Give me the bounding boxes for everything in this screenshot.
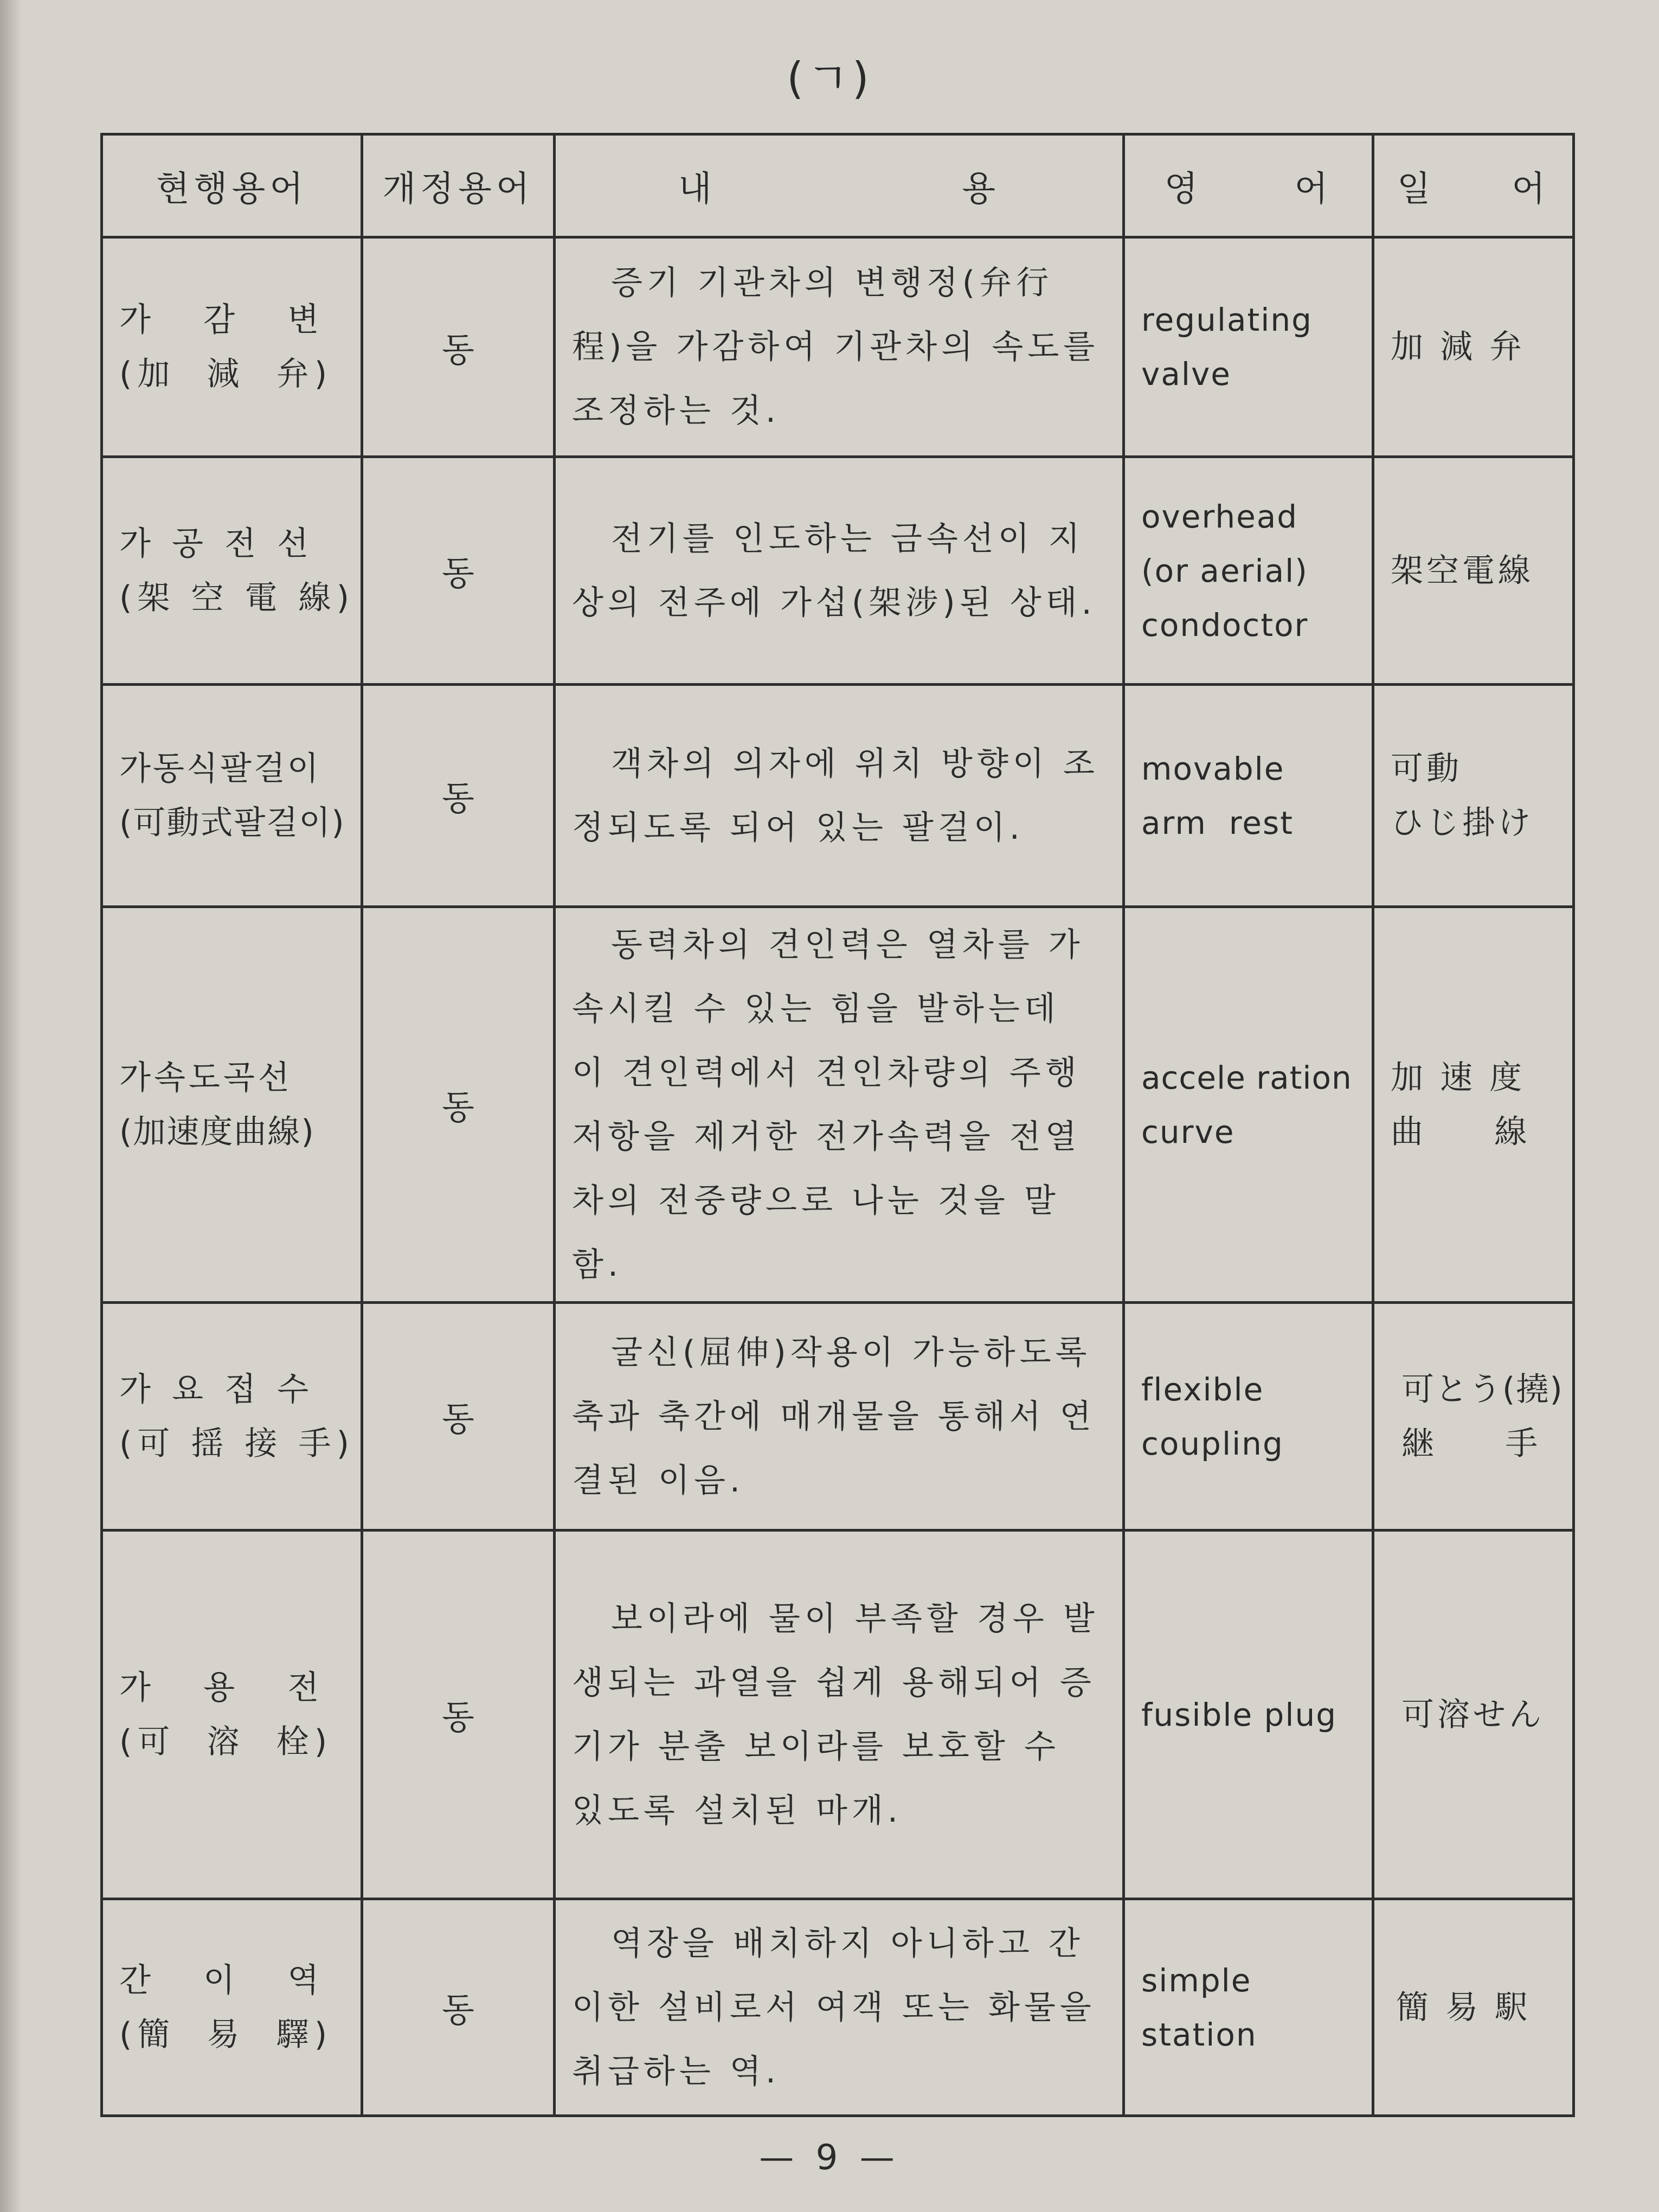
- english-term-cell: [1124, 1531, 1373, 1899]
- japanese-term-cell: [1373, 907, 1574, 1303]
- description-cell: [555, 1531, 1124, 1899]
- table-row: [102, 1899, 1574, 2116]
- current-term-cell: [102, 237, 362, 457]
- term-korean: 가속도곡선: [119, 1058, 293, 1097]
- revised-term-cell: 동: [362, 907, 555, 1303]
- english-line: regulating: [1141, 301, 1313, 338]
- current-term-cell: [102, 457, 362, 685]
- english-term-cell: [1124, 237, 1373, 457]
- english-line: overhead: [1141, 498, 1298, 535]
- japanese-line: 加 速 度: [1391, 1058, 1526, 1097]
- japanese-term-cell: [1373, 1531, 1574, 1899]
- table-row: [102, 907, 1574, 1303]
- japanese-term-cell: [1373, 237, 1574, 457]
- english-term-cell: [1124, 1303, 1373, 1531]
- table-row: [102, 1531, 1574, 1899]
- japanese-term-cell: [1373, 1899, 1574, 2116]
- english-line: accele ration: [1141, 1059, 1352, 1096]
- english-line: coupling: [1141, 1425, 1284, 1462]
- description-text: 역장을 배치하지 아니하고 간이한 설비로서 여객 또는 화물을 취급하는 역.: [572, 1924, 1096, 2091]
- japanese-line: 可溶せん: [1401, 1695, 1545, 1734]
- description-cell: [555, 457, 1124, 685]
- japanese-line: 簡 易 駅: [1396, 1988, 1531, 2027]
- term-hanja: (加 減 弁): [119, 355, 333, 393]
- term-korean: 간 이 역: [119, 1961, 325, 1999]
- english-term-cell: [1124, 1899, 1373, 2116]
- table-header-row: [102, 134, 1574, 237]
- description-text: 객차의 의자에 위치 방향이 조정되도록 되어 있는 팔걸이.: [572, 744, 1099, 847]
- term-korean: 가 감 변: [119, 301, 325, 339]
- term-korean: 가 공 전 선: [119, 524, 314, 563]
- current-term-cell: [102, 1531, 362, 1899]
- english-term-cell: [1124, 457, 1373, 685]
- header-revised-term: 개정용어: [362, 134, 555, 237]
- description-text: 증기 기관차의 변행정(弁行程)을 가감하여 기관차의 속도를 조정하는 것.: [572, 264, 1099, 430]
- header-japanese: 일 어: [1373, 134, 1574, 237]
- term-hanja: (可 揺 接 手): [119, 1424, 355, 1463]
- japanese-term-cell: [1373, 457, 1574, 685]
- description-text: 보이라에 물이 부족할 경우 발생되는 과열을 쉽게 용해되어 증기가 분출 보이라를 보호할 수 있도록 설치된 마개.: [572, 1599, 1099, 1830]
- description-cell: [555, 1303, 1124, 1531]
- page-edge-shadow: [0, 0, 22, 2212]
- english-term-cell: [1124, 685, 1373, 907]
- term-hanja: (加速度曲線): [119, 1113, 315, 1151]
- revised-term-cell: 동: [362, 1899, 555, 2116]
- description-text: 전기를 인도하는 금속선이 지상의 전주에 가섭(架涉)된 상태.: [572, 519, 1096, 622]
- english-line: curve: [1141, 1113, 1235, 1150]
- section-heading: (ㄱ): [787, 53, 872, 104]
- revised-term-cell: 동: [362, 1303, 555, 1531]
- japanese-line: ひじ掛け: [1391, 803, 1534, 842]
- english-line: simple: [1141, 1962, 1252, 1999]
- term-korean: 가 용 전: [119, 1668, 325, 1707]
- description-cell: [555, 685, 1124, 907]
- table-row: [102, 1303, 1574, 1531]
- description-cell: [555, 237, 1124, 457]
- japanese-line: 可とう(撓): [1401, 1370, 1564, 1409]
- english-line: flexible: [1141, 1371, 1264, 1408]
- english-term-cell: [1124, 907, 1373, 1303]
- description-text: 굴신(屈伸)작용이 가능하도록 축과 축간에 매개물을 통해서 연결된 이음.: [572, 1333, 1096, 1500]
- table-row: [102, 457, 1574, 685]
- description-text: 동력차의 견인력은 열차를 가속시킬 수 있는 힘을 발하는데 이 견인력에서 견인차량의 주행 저항을 제거한 전가속력을 전열차의 전중량으로 나눈 것을 말함.: [572, 925, 1084, 1284]
- table-row: [102, 237, 1574, 457]
- description-cell: [555, 907, 1124, 1303]
- english-line: arm rest: [1141, 804, 1294, 841]
- english-line: station: [1141, 2016, 1257, 2053]
- term-korean: 가동식팔걸이: [119, 749, 321, 788]
- term-korean: 가 요 접 수: [119, 1370, 314, 1409]
- description-cell: [555, 1899, 1124, 2116]
- header-current-term: 현행용어: [102, 134, 362, 237]
- term-hanja: (可 溶 栓): [119, 1722, 333, 1761]
- english-line: (or aerial): [1141, 552, 1308, 589]
- revised-term-cell: 동: [362, 1531, 555, 1899]
- revised-term-cell: 동: [362, 237, 555, 457]
- japanese-line: 可動: [1391, 749, 1462, 788]
- current-term-cell: [102, 685, 362, 907]
- term-hanja: (可動式팔걸이): [119, 803, 345, 842]
- current-term-cell: [102, 907, 362, 1303]
- japanese-line: 架空電線: [1391, 551, 1534, 590]
- header-english: 영 어: [1124, 134, 1373, 237]
- japanese-line: 継 手: [1401, 1424, 1541, 1463]
- glossary-table: [100, 133, 1575, 2117]
- english-line: movable: [1141, 750, 1285, 787]
- revised-term-cell: 동: [362, 457, 555, 685]
- english-line: fusible plug: [1141, 1696, 1338, 1733]
- current-term-cell: [102, 1303, 362, 1531]
- japanese-term-cell: [1373, 1303, 1574, 1531]
- japanese-term-cell: [1373, 685, 1574, 907]
- japanese-line: 加 減 弁: [1391, 328, 1526, 366]
- current-term-cell: [102, 1899, 362, 2116]
- japanese-line: 曲 線: [1391, 1113, 1531, 1151]
- page-number: — 9 —: [759, 2138, 900, 2178]
- header-description: 내 용: [555, 134, 1124, 237]
- english-line: valve: [1141, 356, 1231, 393]
- revised-term-cell: 동: [362, 685, 555, 907]
- table-row: [102, 685, 1574, 907]
- english-line: condoctor: [1141, 606, 1309, 644]
- term-hanja: (簡 易 驛): [119, 2015, 333, 2054]
- term-hanja: (架 空 電 線): [119, 578, 355, 617]
